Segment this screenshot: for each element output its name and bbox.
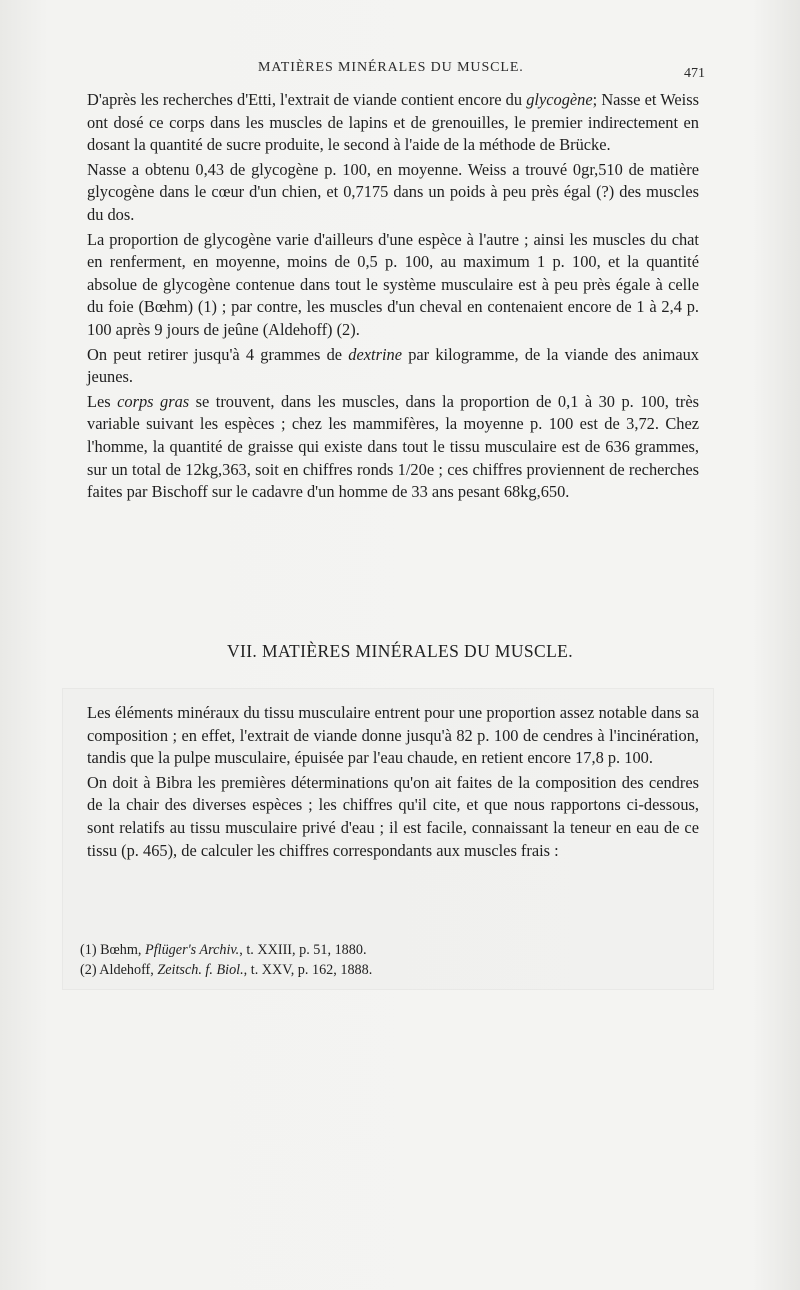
paragraph-nasse: Nasse a obtenu 0,43 de glycogène p. 100, en moyenne. Weiss a trouvé 0gr,510 de matière glycogène dans le cœur d'un chien, et 0,7175 dans un poids à peu près égal (?) des muscles du dos. — [87, 159, 699, 224]
paragraph-bibra: On doit à Bibra les premières déterminations qu'on ait faites de la composition des cendres de la chair des diverses espèces ; les chiffres qu'il cite, et que nous rapportons ci-dessous, sont relatifs au tissu musculaire privé d'eau ; il est facile, connaissant la teneur en eau de ce tissu (p. 465), de calculer les chiffres correspondants aux muscles frais : — [87, 772, 699, 860]
footnote-1: (1) Bœhm, Pflüger's Archiv., t. XXIII, p. 51, 1880. — [80, 942, 367, 958]
paragraph-proportion: La proportion de glycogène varie d'ailleurs d'une espèce à l'autre ; ainsi les muscles du chat en renferment, en moyenne, moins de 0,5 p. 100, au maximum 1 p. 100, et la quantité absolue de glycogène contenue dans tout le système musculaire est à peu près égale à celle du foie (Bœhm) (1) ; par contre, les muscles d'un cheval en contenaient encore de 1 à 2,4 p. 100 après 9 jours de jeûne (Aldehoff) (2). — [87, 229, 699, 339]
footnote-2: (2) Aldehoff, Zeitsch. f. Biol., t. XXV, p. 162, 1888. — [80, 962, 373, 978]
section-glycogen-fats — [87, 89, 699, 504]
paragraph-dextrine: On peut retirer jusqu'à 4 grammes de dextrine par kilogramme, de la viande des animaux jeunes. — [87, 344, 699, 387]
running-title: MATIÈRES MINÉRALES DU MUSCLE. — [258, 60, 524, 75]
section-heading: VII. MATIÈRES MINÉRALES DU MUSCLE. — [226, 641, 574, 661]
paragraph-corps-gras: Les corps gras se trouvent, dans les muscles, dans la proportion de 0,1 à 30 p. 100, très variable suivant les espèces ; chez les mammifères, la moyenne p. 100 est de 3,72. Chez l'homme, la quantité de graisse qui existe dans tout le tissu musculaire est de 636 grammes, sur un total de 12kg,363, soit en chiffres ronds 1/20e ; ces chiffres proviennent de recherches faites par Bischoff sur le cadavre d'un homme de 33 ans pesant 68kg,650. — [87, 391, 700, 502]
footnotes — [80, 940, 680, 980]
paragraph-etti: D'après les recherches d'Etti, l'extrait de viande contient encore du glycogène; Nasse et Weiss ont dosé ce corps dans les muscles de lapins et de grenouilles, le premier indirectement en dosant la quantité de sucre produite, le second à l'aide de la méthode de Brücke. — [87, 90, 699, 155]
page-number: 471 — [684, 66, 705, 81]
paragraph-elements-mineraux: Les éléments minéraux du tissu musculaire entrent pour une proportion assez notable dans sa composition ; en effet, l'extrait de viande donne jusqu'à 82 p. 100 de cendres à l'incinération, tandis que la pulpe musculaire, épuisée par l'eau chaude, en retient encore 17,8 p. 100. — [87, 703, 699, 768]
section-mineral-matter — [87, 702, 699, 862]
